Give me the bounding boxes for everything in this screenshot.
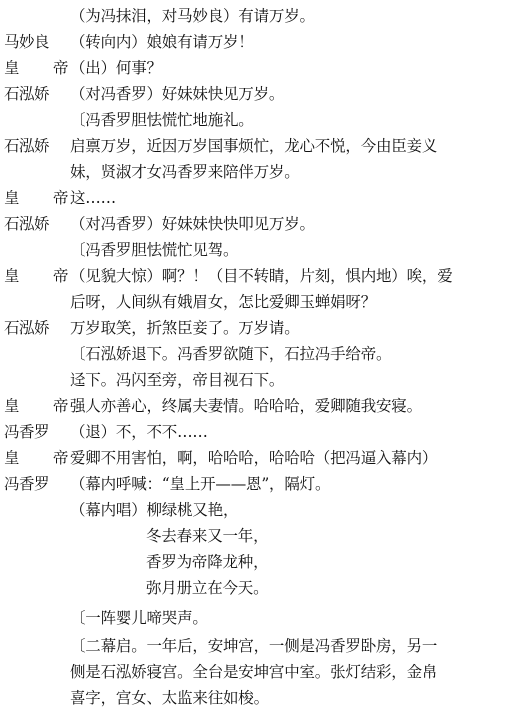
verse-text: 冬去春来又一年， (146, 527, 269, 545)
line-text: 强人亦善心，终属夫妻情。哈哈哈，爱卿随我安寝。 (70, 397, 422, 415)
script-line (0, 316, 516, 341)
line-text: （转向内）娘娘有请万岁！ (70, 33, 254, 51)
script-line (0, 30, 516, 55)
song-verse (0, 576, 516, 601)
script-line (0, 56, 516, 81)
stage-direction (0, 342, 516, 367)
script-line (0, 472, 516, 497)
song-verse (0, 524, 516, 549)
speaker-name: 石泓娇 (4, 137, 50, 155)
stage-direction-continuation (0, 368, 516, 393)
line-text: 〔一阵婴儿啼哭声。 (70, 609, 208, 627)
line-text: 〔二幕启。一年后，安坤宫，一侧是冯香罗卧房，另一 (70, 637, 438, 655)
speaker-name: 皇 帝 (4, 397, 78, 415)
stage-direction (0, 634, 516, 659)
speaker-name: 冯香罗 (4, 423, 50, 441)
line-text: 侧是石泓娇寝宫。全台是安坤宫中室。张灯结彩，金帛 (70, 663, 438, 681)
stage-direction (0, 238, 516, 263)
stage-direction (0, 108, 516, 133)
speaker-name: 冯香罗 (4, 475, 50, 493)
script-line (0, 394, 516, 419)
script-line (0, 82, 516, 107)
verse-text: 香罗为帝降龙种， (146, 553, 269, 571)
script-line-continuation (0, 160, 516, 185)
script-line (0, 446, 516, 471)
line-text: （对冯香罗）好妹妹快快叩见万岁。 (70, 215, 315, 233)
line-text: （出）何事？ (70, 59, 162, 77)
line-text: 启禀万岁，近因万岁国事烦忙，龙心不悦，今由臣妾义 (70, 137, 438, 155)
line-text: 妹，贤淑才女冯香罗来陪伴万岁。 (70, 163, 300, 181)
song-verse (0, 550, 516, 575)
speaker-name: 石泓娇 (4, 215, 50, 233)
script-line (0, 420, 516, 445)
line-text: （幕内唱）柳绿桃又艳， (70, 501, 239, 519)
line-text: （为冯抹泪，对马妙良）有请万岁。 (70, 7, 315, 25)
stage-direction (0, 606, 516, 631)
script-line (0, 186, 516, 211)
speaker-name: 皇 帝 (4, 449, 78, 467)
stage-direction-continuation (0, 686, 516, 711)
script-line (0, 134, 516, 159)
script-line-continuation (0, 290, 516, 315)
line-text: （对冯香罗）好妹妹快见万岁。 (70, 85, 285, 103)
stage-direction-continuation (0, 660, 516, 685)
song-intro (0, 498, 516, 523)
speaker-name: 皇 帝 (4, 59, 78, 77)
line-text: 喜字，宫女、太监来往如梭。 (70, 689, 269, 707)
line-text: 爱卿不用害怕，啊，哈哈哈，哈哈哈（把冯逼入幕内） (70, 449, 438, 467)
script-line (0, 4, 516, 29)
line-text: 万岁取笑，折煞臣妾了。万岁请。 (70, 319, 300, 337)
line-text: 〔石泓娇退下。冯香罗欲随下，石拉冯手给帝。 (70, 345, 392, 363)
line-text: 〔冯香罗胆怯慌忙见驾。 (70, 241, 239, 259)
speaker-name: 马妙良 (4, 33, 50, 51)
verse-text: 弥月册立在今天。 (146, 579, 269, 597)
line-text: 后呀，人间纵有娥眉女，怎比爱卿玉蝉娟呀？ (70, 293, 377, 311)
line-text: 这…… (70, 189, 116, 207)
line-text: （幕内呼喊：“皇上开——恩”，隔灯。 (70, 475, 331, 493)
speaker-name: 石泓娇 (4, 85, 50, 103)
line-text: 〔冯香罗胆怯慌忙地施礼。 (70, 111, 254, 129)
speaker-name: 石泓娇 (4, 319, 50, 337)
line-text: 迳下。冯闪至旁，帝目视石下。 (70, 371, 285, 389)
script-line (0, 212, 516, 237)
line-text: （见貌大惊）啊？！（目不转睛，片刻，惧内地）唉，爱 (70, 267, 453, 285)
speaker-name: 皇 帝 (4, 189, 78, 207)
speaker-name: 皇 帝 (4, 267, 78, 285)
line-text: （退）不，不不…… (70, 423, 208, 441)
script-line (0, 264, 516, 289)
